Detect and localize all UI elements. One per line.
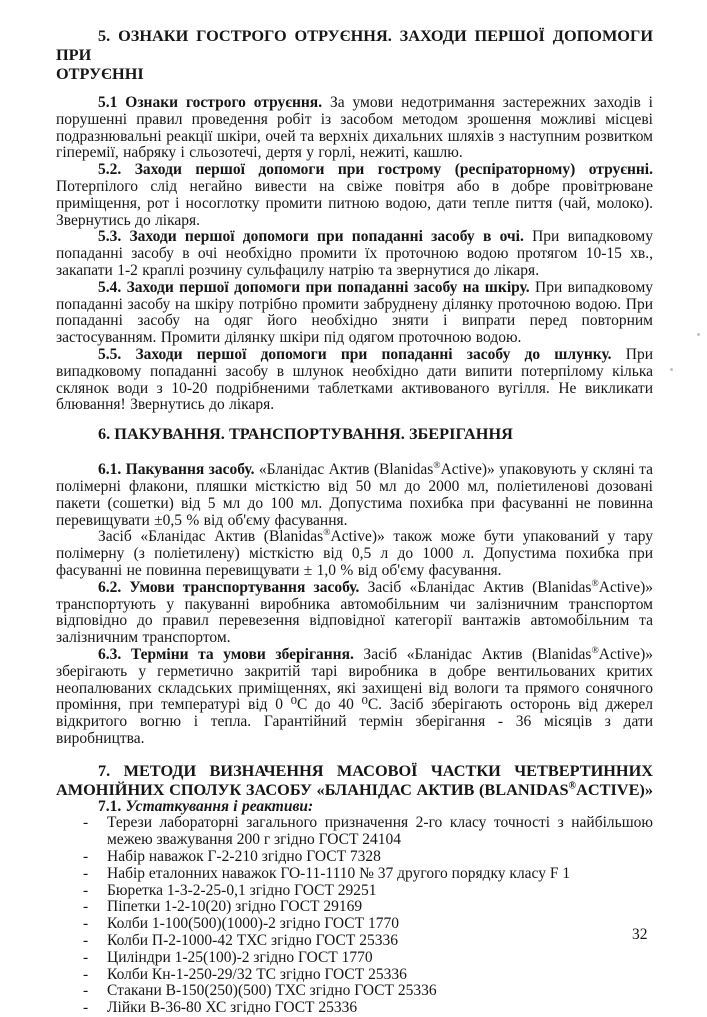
section-7-heading-line1: 7. МЕТОДИ ВИЗНАЧЕННЯ МАСОВОЇ ЧАСТКИ ЧЕТВЕРТИННИХ — [98, 760, 653, 780]
section-7-heading-line2: АМОНІЙНИХ СПОЛУК ЗАСОБУ «БЛАНІДАС АКТИВ (BLANIDAS®ACTIVE)» — [56, 779, 653, 799]
section-5-heading — [56, 26, 653, 83]
equipment-item-text: Колби Кн-1-250-29/32 ТС згідно ГОСТ 25336 — [107, 965, 407, 983]
list-dash: - — [83, 881, 89, 899]
paragraph-5-2-lead: 5.2. Заходи першої допомоги при гострому (респіраторному) отруєнні. — [98, 161, 653, 179]
equipment-item-text: Бюретка 1-3-2-25-0,1 згідно ГОСТ 29251 — [107, 881, 377, 899]
paragraph-6-3 — [56, 644, 653, 748]
equipment-list-item — [83, 933, 653, 950]
equipment-item-text: Терези лабораторні загального призначення 2-го класу точності з найбільшою межею зважування 200 г згідно ГОСТ 24104 — [107, 814, 653, 849]
paragraph-5-3 — [56, 229, 653, 279]
equipment-item-text: Набір наважок Г-2-210 згідно ГОСТ 7328 — [107, 848, 381, 866]
list-dash: - — [83, 814, 89, 832]
equipment-item-text: Набір еталонних наважок ГО-11-1110 № 37 другого порядку класу F 1 — [107, 864, 571, 882]
paragraph-5-2 — [56, 162, 653, 229]
equipment-item-text: Колби П-2-1000-42 ТХС згідно ГОСТ 25336 — [107, 932, 398, 950]
section-6-heading: 6. ПАКУВАННЯ. ТРАНСПОРТУВАННЯ. ЗБЕРІГАННЯ — [98, 424, 513, 444]
list-dash: - — [83, 915, 89, 933]
paragraph-6-3-lead: 6.3. Терміни та умови зберігання. — [98, 645, 354, 663]
equipment-list-item — [83, 950, 653, 967]
paragraph-7-1 — [56, 799, 653, 816]
paragraph-6-1-continued-text: Засіб «Бланідас Актив (Blanidas®Active)» також може бути упакований у тару полімерну (з поліетилену) місткістю від 0,5 л до 1000 л. Допустима похибка при фасуванні не повинна перевищувати ± 1,0 % від об'єму фасування. — [56, 527, 653, 579]
paragraph-5-1-lead: 5.1 Ознаки гострого отруєння. — [98, 94, 323, 111]
paragraph-6-3-text: Засіб «Бланідас Актив (Blanidas®Active)» зберігають у герметично закритій тарі виробника в добре вентильованих критих неопалюваних складських приміщеннях, які захищені від вологи та прямого сонячного проміння, при температурі від 0 ⁰С до 40 ⁰С. Засіб зберігають осторонь від джерел відкритого вогню і тепла. Гарантійний термін зберігання - 36 місяців з дати виробництва. — [56, 644, 653, 747]
section-5-heading-line2: ОТРУЄННІ — [56, 64, 144, 83]
list-dash: - — [83, 948, 89, 966]
list-dash: - — [83, 999, 89, 1017]
equipment-list-item — [83, 899, 653, 916]
equipment-list-item — [83, 866, 653, 883]
paragraph-7-1-title: Устаткування і реактиви: — [121, 797, 314, 815]
paragraph-6-1-continued — [56, 529, 653, 579]
paragraph-5-5-text: При випадковому попаданні засобу в шлунок необхідно дати випити потерпілому кілька склянок води з 10-20 подрібненими таблетками активованого вугілля. Не викликати блювання! Звернутись до лікаря. — [56, 345, 653, 414]
section-5-heading-line1: 5. ОЗНАКИ ГОСТРОГО ОТРУЄННЯ. ЗАХОДИ ПЕРШОЇ ДОПОМОГИ ПРИ — [56, 26, 653, 64]
paragraph-5-3-text: При випадковому попаданні засобу в очі необхідно промити їх проточною водою протягом 10-15 хв., закапати 1-2 краплі розчину сульфацилу натрію та звернутися до лікаря. — [56, 228, 653, 279]
paragraph-5-3-lead: 5.3. Заходи першої допомоги при попаданні засобу в очі. — [98, 228, 524, 246]
list-dash: - — [83, 898, 89, 916]
paragraph-6-1-lead: 6.1. Пакування засобу. — [98, 461, 255, 479]
list-dash: - — [83, 932, 89, 950]
paragraph-7-1-number: 7.1. — [98, 797, 122, 815]
paragraph-5-2-text: Потерпілого слід негайно вивести на свіже повітря або в добре провітрюване приміщення, рот і носоглотку промити питною водою, дати тепле пиття (чай, молоко). Звернутись до лікаря. — [56, 177, 653, 229]
paragraph-5-1 — [56, 95, 653, 162]
paragraph-6-1-text: «Бланідас Актив (Blanidas®Active)» упаковують у скляні та полімерні флакони, пляшки місткістю від 50 мл до 2000 мл, поліетиленові дозовані пакети (сошетки) від 5 мл до 100 мл. Допустима похибка при фасуванні не повинна перевищувати ±0,5 % від об'єму фасування. — [56, 459, 653, 529]
equipment-list-item — [83, 916, 653, 933]
paragraph-5-5-lead: 5.5. Заходи першої допомоги при попаданні засобу до шлунку. — [98, 345, 612, 363]
equipment-item-text: Циліндри 1-25(100)-2 згідно ГОСТ 1770 — [107, 948, 373, 966]
paragraph-6-2 — [56, 577, 653, 647]
scan-artifact — [697, 333, 700, 336]
equipment-item-text: Піпетки 1-2-10(20) згідно ГОСТ 29169 — [107, 898, 363, 916]
equipment-list-item — [83, 815, 653, 849]
equipment-list-item — [83, 849, 653, 866]
equipment-list-item — [83, 1000, 653, 1017]
paragraph-5-4-lead: 5.4. Заходи першої допомоги при попаданні засобу на шкіру. — [98, 278, 530, 296]
paragraph-5-1-text: За умови недотримання застережних заходів і порушенні правил проведення робіт із засобом методом зрошення можливі місцеві подразнювальні реакції шкіри, очей та верхніх дихальних шляхів з наступним розвитком гіперемії, набряку і сльозотечі, дертя у горлі, нежиті, кашлю. — [56, 94, 653, 162]
paragraph-5-4-text: При випадковому попаданні засобу на шкіру потрібно промити забруднену ділянку проточною водою. При попаданні засобу на одяг його необхідно зняти і випрати перед повторним застосуванням. Промити ділянку шкіри під одягом проточною водою. — [56, 278, 653, 347]
equipment-item-text: Колби 1-100(500)(1000)-2 згідно ГОСТ 1770 — [107, 915, 399, 933]
equipment-list-item — [83, 983, 653, 1000]
section-7-heading — [56, 761, 653, 799]
equipment-item-text: Стакани В-150(250)(500) ТХС згідно ГОСТ 25336 — [107, 982, 437, 1000]
paragraph-5-5 — [56, 347, 653, 414]
list-dash: - — [83, 982, 89, 1000]
equipment-list-item — [83, 967, 653, 984]
list-dash: - — [83, 848, 89, 866]
list-dash: - — [83, 965, 89, 983]
paragraph-5-4 — [56, 280, 653, 347]
paragraph-6-2-lead: 6.2. Умови транспортування засобу. — [98, 578, 360, 596]
paragraph-6-2-text: Засіб «Бланідас Актив (Blanidas®Active)» транспортують у пакуванні виробника автомобільним чи залізничним транспортом відповідно до правил перевезення відповідної категорії вантажів автомобільним та залізничним транспортом. — [56, 577, 653, 647]
paragraph-6-1 — [56, 459, 653, 529]
page-number: 32 — [632, 926, 648, 943]
equipment-list-item — [83, 883, 653, 900]
scan-artifact — [670, 368, 673, 371]
equipment-item-text: Лійки В-36-80 ХС згідно ГОСТ 25336 — [107, 999, 358, 1017]
list-dash: - — [83, 864, 89, 882]
